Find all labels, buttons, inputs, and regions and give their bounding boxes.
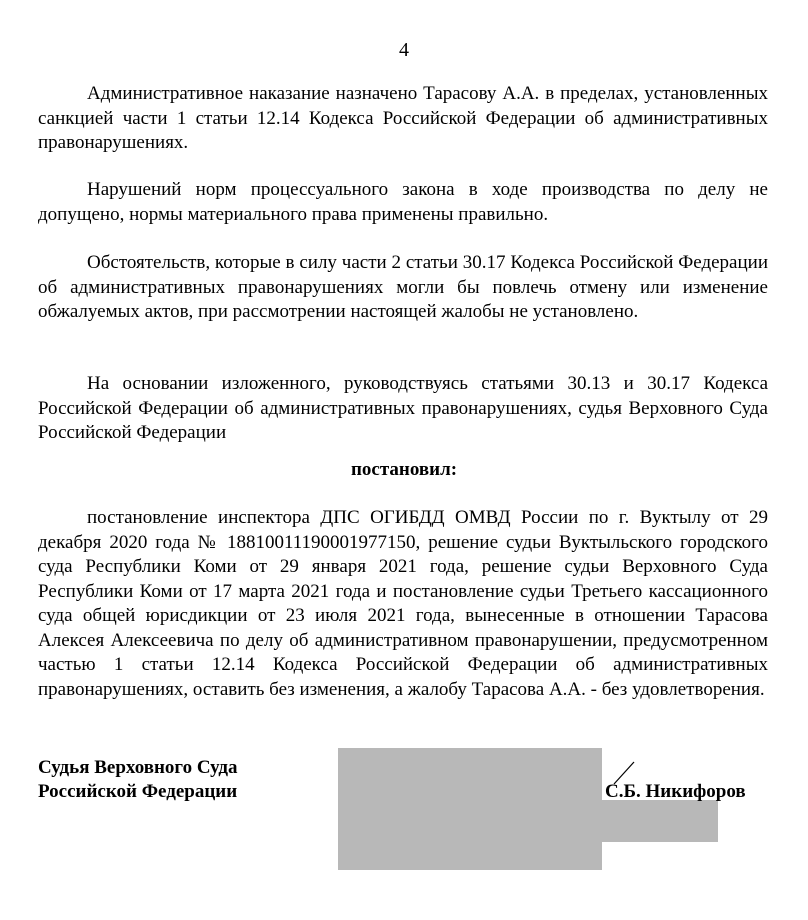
paragraph-circumstances: Обстоятельств, которые в силу части 2 статьи 30.17 Кодекса Российской Федерации об административных правонарушениях могли бы повлечь отмену или изменение обжалуемых актов, при рассмотрении настоящей жалобы не установлено. [38, 252, 768, 322]
signature-redaction-tail [602, 800, 718, 842]
paragraph-no-violations: Нарушений норм процессуального закона в ходе производства по делу не допущено, нормы материального права применены правильно. [38, 179, 768, 225]
ruling-heading: постановил: [350, 459, 458, 480]
paragraph-ruling: постановление инспектора ДПС ОГИБДД ОМВД России по г. Вуктылу от 29 декабря 2020 года № 18810011190001977150, решение судьи Вуктыльского городского суда Республики Коми от 29 января 2021 года, решение судьи Верховного Суда Республики Коми от 17 марта 2021 года и постановление судьи Третьего кассационного суда общей юрисдикции от 23 июля 2021 года, вынесенные в отношении Тарасова Алексея Алексеевича по делу об административном правонарушении, предусмотренном частью 1 статьи 12.14 Кодекса Российской Федерации об административных правонарушениях, оставить без изменения, а жалобу Тарасова А.А. - без удовлетворения. [38, 507, 768, 700]
page-number: 4 [399, 39, 409, 61]
judge-title-line2: Российской Федерации [38, 781, 238, 802]
judge-name: С.Б. Никифоров [605, 781, 746, 802]
paragraph-penalty: Административное наказание назначено Тарасову А.А. в пределах, установленных санкцией части 1 статьи 12.14 Кодекса Российской Федерации об административных правонарушениях. [38, 83, 768, 153]
judge-title-line1: Судья Верховного Суда [38, 757, 238, 778]
paragraph-grounds: На основании изложенного, руководствуясь статьями 30.13 и 30.17 Кодекса Российской Федерации об административных правонарушениях, судья Верховного Суда Российской Федерации [38, 373, 768, 443]
signature-redaction-block [338, 748, 602, 870]
judge-title [38, 756, 238, 804]
